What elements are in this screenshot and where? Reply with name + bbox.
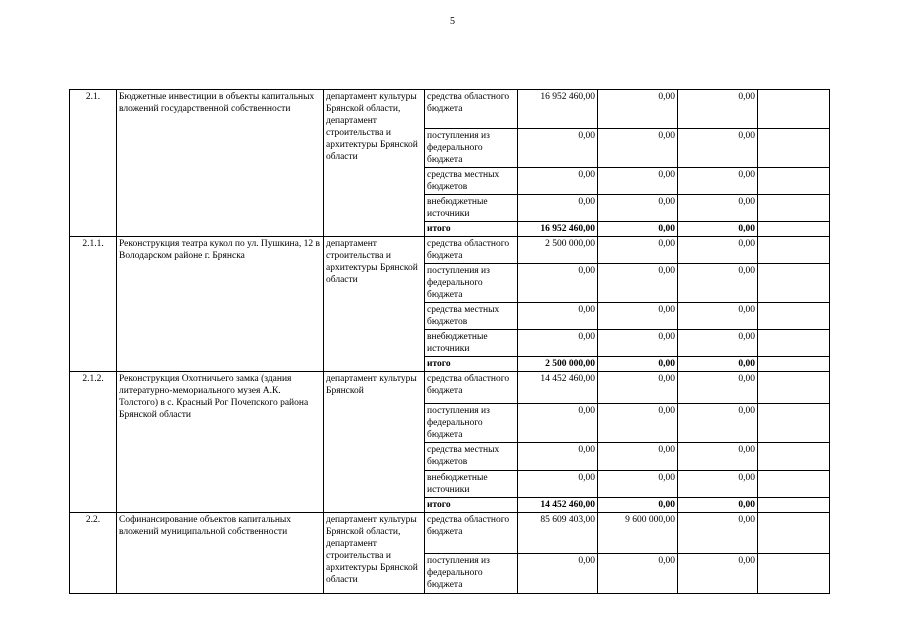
amount-year-3: 0,00 [678,195,758,222]
funding-source: средства областного бюджета [425,513,518,554]
amount-year-2: 0,00 [598,168,678,195]
item-number: 2.1.1. [70,237,117,372]
page-number: 5 [450,16,455,27]
amount-year-1: 0,00 [518,330,598,357]
amount-year-1: 0,00 [518,471,598,498]
amount-year-2: 0,00 [598,90,678,129]
amount-year-1: 16 952 460,00 [518,90,598,129]
table-row [70,90,830,129]
amount-year-1: 0,00 [518,443,598,471]
item-executor: департамент культуры Брянской области, департамент строительства и архитектуры Брянской области [324,513,425,594]
item-executor: департамент строительства и архитектуры Брянской области [324,237,425,372]
total-label: итого [425,357,518,372]
funding-source: поступления из федерального бюджета [425,554,518,594]
amount-year-3: 0,00 [678,498,758,513]
item-number: 2.2. [70,513,117,594]
amount-year-2: 0,00 [598,443,678,471]
empty-cell [758,264,830,303]
empty-cell [758,471,830,498]
amount-year-3: 0,00 [678,168,758,195]
amount-year-1: 0,00 [518,264,598,303]
amount-year-2: 0,00 [598,129,678,168]
item-name: Бюджетные инвестиции в объекты капитальных вложений государственной собственности [117,90,324,237]
empty-cell [758,554,830,594]
amount-year-3: 0,00 [678,222,758,237]
amount-year-2: 0,00 [598,554,678,594]
empty-cell [758,404,830,443]
funding-source: средства областного бюджета [425,237,518,264]
item-name: Реконструкция Охотничьего замка (здания литературно-мемориального музея А.К. Толстого) в с. Красный Рог Почепского района Брянской области [117,372,324,513]
amount-year-1: 14 452 460,00 [518,372,598,404]
empty-cell [758,303,830,330]
amount-year-3: 0,00 [678,264,758,303]
item-executor: департамент культуры Брянской [324,372,425,513]
amount-year-3: 0,00 [678,303,758,330]
amount-year-1: 0,00 [518,404,598,443]
amount-year-2: 0,00 [598,195,678,222]
empty-cell [758,330,830,357]
amount-year-3: 0,00 [678,237,758,264]
amount-year-3: 0,00 [678,129,758,168]
amount-year-3: 0,00 [678,471,758,498]
amount-year-2: 0,00 [598,498,678,513]
funding-source: средства областного бюджета [425,372,518,404]
table-row [70,513,830,554]
funding-source: внебюджетные источники [425,330,518,357]
funding-source: внебюджетные источники [425,195,518,222]
amount-year-2: 0,00 [598,264,678,303]
empty-cell [758,237,830,264]
amount-year-2: 0,00 [598,330,678,357]
budget-table [69,89,830,594]
amount-year-3: 0,00 [678,443,758,471]
amount-year-3: 0,00 [678,90,758,129]
item-name: Реконструкция театра кукол по ул. Пушкина, 12 в Володарском районе г. Брянска [117,237,324,372]
amount-year-2: 0,00 [598,471,678,498]
funding-source: поступления из федерального бюджета [425,129,518,168]
table-row [70,372,830,404]
amount-year-3: 0,00 [678,372,758,404]
item-number: 2.1. [70,90,117,237]
empty-cell [758,168,830,195]
amount-year-1: 14 452 460,00 [518,498,598,513]
empty-cell [758,443,830,471]
amount-year-1: 85 609 403,00 [518,513,598,554]
total-label: итого [425,222,518,237]
funding-source: средства местных бюджетов [425,303,518,330]
amount-year-2: 0,00 [598,303,678,330]
empty-cell [758,513,830,554]
empty-cell [758,222,830,237]
amount-year-1: 0,00 [518,129,598,168]
amount-year-1: 0,00 [518,168,598,195]
amount-year-1: 2 500 000,00 [518,357,598,372]
empty-cell [758,498,830,513]
amount-year-2: 0,00 [598,222,678,237]
amount-year-1: 0,00 [518,195,598,222]
amount-year-1: 2 500 000,00 [518,237,598,264]
amount-year-2: 0,00 [598,404,678,443]
table-row [70,237,830,264]
amount-year-3: 0,00 [678,513,758,554]
funding-source: средства местных бюджетов [425,168,518,195]
amount-year-2: 9 600 000,00 [598,513,678,554]
item-name: Софинансирование объектов капитальных вложений муниципальной собственности [117,513,324,594]
amount-year-1: 16 952 460,00 [518,222,598,237]
total-label: итого [425,498,518,513]
amount-year-2: 0,00 [598,237,678,264]
funding-source: средства областного бюджета [425,90,518,129]
empty-cell [758,372,830,404]
amount-year-3: 0,00 [678,554,758,594]
empty-cell [758,90,830,129]
amount-year-3: 0,00 [678,330,758,357]
item-executor: департамент культуры Брянской области, департамент строительства и архитектуры Брянской области [324,90,425,237]
amount-year-1: 0,00 [518,554,598,594]
item-number: 2.1.2. [70,372,117,513]
amount-year-3: 0,00 [678,404,758,443]
funding-source: поступления из федерального бюджета [425,264,518,303]
amount-year-1: 0,00 [518,303,598,330]
empty-cell [758,357,830,372]
funding-source: поступления из федерального бюджета [425,404,518,443]
funding-source: внебюджетные источники [425,471,518,498]
funding-source: средства местных бюджетов [425,443,518,471]
amount-year-2: 0,00 [598,357,678,372]
amount-year-2: 0,00 [598,372,678,404]
empty-cell [758,195,830,222]
empty-cell [758,129,830,168]
amount-year-3: 0,00 [678,357,758,372]
